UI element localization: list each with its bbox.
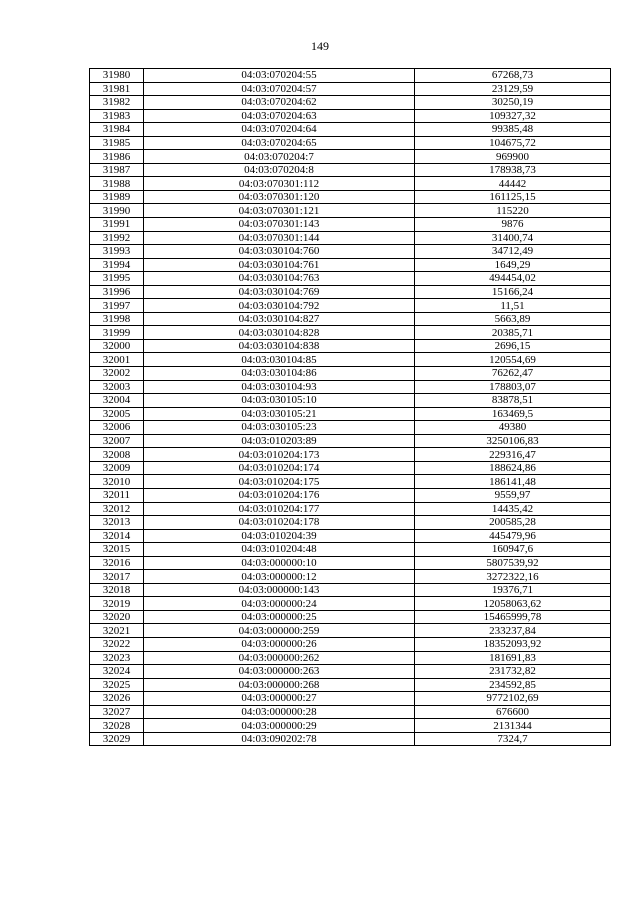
cadastral-number-cell: 04:03:000000:26 [144, 637, 415, 651]
row-number-cell: 31985 [90, 136, 144, 150]
row-number-cell: 31991 [90, 218, 144, 232]
table-row [90, 96, 611, 110]
cadastral-number-cell: 04:03:000000:268 [144, 678, 415, 692]
cadastral-number-cell: 04:03:000000:25 [144, 610, 415, 624]
value-cell: 494454,02 [415, 272, 611, 286]
value-cell: 14435,42 [415, 502, 611, 516]
cadastral-number-cell: 04:03:030105:21 [144, 407, 415, 421]
value-cell: 18352093,92 [415, 637, 611, 651]
value-cell: 445479,96 [415, 529, 611, 543]
cadastral-number-cell: 04:03:030104:838 [144, 339, 415, 353]
value-cell: 109327,32 [415, 109, 611, 123]
value-cell: 188624,86 [415, 461, 611, 475]
value-cell: 67268,73 [415, 69, 611, 83]
table-row [90, 218, 611, 232]
cadastral-number-cell: 04:03:000000:29 [144, 719, 415, 733]
cadastral-number-cell: 04:03:000000:262 [144, 651, 415, 665]
table-row [90, 637, 611, 651]
row-number-cell: 31998 [90, 312, 144, 326]
cadastral-number-cell: 04:03:010204:178 [144, 516, 415, 530]
table-row [90, 421, 611, 435]
value-cell: 5663,89 [415, 312, 611, 326]
table-row [90, 583, 611, 597]
cadastral-number-cell: 04:03:000000:12 [144, 570, 415, 584]
row-number-cell: 32015 [90, 543, 144, 557]
value-cell: 1649,29 [415, 258, 611, 272]
table-row [90, 312, 611, 326]
table-row [90, 597, 611, 611]
cadastral-number-cell: 04:03:000000:10 [144, 556, 415, 570]
registry-table [89, 68, 611, 746]
value-cell: 30250,19 [415, 96, 611, 110]
value-cell: 49380 [415, 421, 611, 435]
row-number-cell: 32005 [90, 407, 144, 421]
cadastral-number-cell: 04:03:000000:24 [144, 597, 415, 611]
table-row [90, 610, 611, 624]
table-row [90, 529, 611, 543]
cadastral-number-cell: 04:03:000000:28 [144, 705, 415, 719]
cadastral-number-cell: 04:03:070301:120 [144, 190, 415, 204]
cadastral-number-cell: 04:03:000000:259 [144, 624, 415, 638]
value-cell: 163469,5 [415, 407, 611, 421]
row-number-cell: 32009 [90, 461, 144, 475]
row-number-cell: 31995 [90, 272, 144, 286]
cadastral-number-cell: 04:03:010204:176 [144, 488, 415, 502]
value-cell: 9772102,69 [415, 692, 611, 706]
value-cell: 5807539,92 [415, 556, 611, 570]
value-cell: 9559,97 [415, 488, 611, 502]
value-cell: 23129,59 [415, 82, 611, 96]
row-number-cell: 32020 [90, 610, 144, 624]
value-cell: 2131344 [415, 719, 611, 733]
row-number-cell: 31988 [90, 177, 144, 191]
table-row [90, 461, 611, 475]
cadastral-number-cell: 04:03:070301:112 [144, 177, 415, 191]
value-cell: 115220 [415, 204, 611, 218]
value-cell: 99385,48 [415, 123, 611, 137]
value-cell: 12058063,62 [415, 597, 611, 611]
cadastral-number-cell: 04:03:010204:175 [144, 475, 415, 489]
cadastral-number-cell: 04:03:010204:174 [144, 461, 415, 475]
table-row [90, 367, 611, 381]
value-cell: 676600 [415, 705, 611, 719]
row-number-cell: 31993 [90, 245, 144, 259]
table-row [90, 543, 611, 557]
value-cell: 15166,24 [415, 285, 611, 299]
cadastral-number-cell: 04:03:030104:792 [144, 299, 415, 313]
table-row [90, 285, 611, 299]
cadastral-number-cell: 04:03:030104:86 [144, 367, 415, 381]
cadastral-number-cell: 04:03:010203:89 [144, 434, 415, 448]
table-row [90, 556, 611, 570]
value-cell: 231732,82 [415, 665, 611, 679]
table-row [90, 204, 611, 218]
cadastral-number-cell: 04:03:070204:7 [144, 150, 415, 164]
registry-table-body [90, 69, 611, 746]
value-cell: 181691,83 [415, 651, 611, 665]
value-cell: 186141,48 [415, 475, 611, 489]
table-row [90, 163, 611, 177]
cadastral-number-cell: 04:03:070204:63 [144, 109, 415, 123]
cadastral-number-cell: 04:03:070301:144 [144, 231, 415, 245]
row-number-cell: 32025 [90, 678, 144, 692]
row-number-cell: 32012 [90, 502, 144, 516]
row-number-cell: 32014 [90, 529, 144, 543]
table-row [90, 719, 611, 733]
table-row [90, 488, 611, 502]
cadastral-number-cell: 04:03:030105:23 [144, 421, 415, 435]
table-row [90, 136, 611, 150]
table-row [90, 705, 611, 719]
value-cell: 3272322,16 [415, 570, 611, 584]
cadastral-number-cell: 04:03:090202:78 [144, 732, 415, 746]
table-row [90, 299, 611, 313]
table-row [90, 326, 611, 340]
table-row [90, 258, 611, 272]
cadastral-number-cell: 04:03:070204:62 [144, 96, 415, 110]
value-cell: 160947,6 [415, 543, 611, 557]
value-cell: 161125,15 [415, 190, 611, 204]
table-row [90, 380, 611, 394]
table-row [90, 82, 611, 96]
value-cell: 178803,07 [415, 380, 611, 394]
table-row [90, 150, 611, 164]
row-number-cell: 32022 [90, 637, 144, 651]
page-number: 149 [311, 39, 329, 53]
cadastral-number-cell: 04:03:070204:55 [144, 69, 415, 83]
value-cell: 15465999,78 [415, 610, 611, 624]
row-number-cell: 32001 [90, 353, 144, 367]
value-cell: 234592,85 [415, 678, 611, 692]
row-number-cell: 32002 [90, 367, 144, 381]
row-number-cell: 32027 [90, 705, 144, 719]
value-cell: 31400,74 [415, 231, 611, 245]
table-row [90, 665, 611, 679]
value-cell: 2696,15 [415, 339, 611, 353]
table-row [90, 339, 611, 353]
row-number-cell: 32029 [90, 732, 144, 746]
cadastral-number-cell: 04:03:030104:827 [144, 312, 415, 326]
row-number-cell: 32010 [90, 475, 144, 489]
value-cell: 76262,47 [415, 367, 611, 381]
row-number-cell: 32006 [90, 421, 144, 435]
row-number-cell: 31981 [90, 82, 144, 96]
row-number-cell: 32024 [90, 665, 144, 679]
value-cell: 9876 [415, 218, 611, 232]
table-row [90, 434, 611, 448]
value-cell: 19376,71 [415, 583, 611, 597]
row-number-cell: 32013 [90, 516, 144, 530]
cadastral-number-cell: 04:03:000000:27 [144, 692, 415, 706]
row-number-cell: 31982 [90, 96, 144, 110]
row-number-cell: 32018 [90, 583, 144, 597]
table-row [90, 231, 611, 245]
cadastral-number-cell: 04:03:070301:121 [144, 204, 415, 218]
value-cell: 44442 [415, 177, 611, 191]
row-number-cell: 31996 [90, 285, 144, 299]
table-row [90, 624, 611, 638]
row-number-cell: 31994 [90, 258, 144, 272]
value-cell: 229316,47 [415, 448, 611, 462]
value-cell: 120554,69 [415, 353, 611, 367]
table-row [90, 394, 611, 408]
table-row [90, 732, 611, 746]
cadastral-number-cell: 04:03:010204:48 [144, 543, 415, 557]
cadastral-number-cell: 04:03:010204:173 [144, 448, 415, 462]
cadastral-number-cell: 04:03:030105:10 [144, 394, 415, 408]
cadastral-number-cell: 04:03:070204:64 [144, 123, 415, 137]
row-number-cell: 31997 [90, 299, 144, 313]
row-number-cell: 32011 [90, 488, 144, 502]
table-row [90, 123, 611, 137]
value-cell: 83878,51 [415, 394, 611, 408]
cadastral-number-cell: 04:03:030104:93 [144, 380, 415, 394]
table-row [90, 570, 611, 584]
row-number-cell: 32004 [90, 394, 144, 408]
table-row [90, 692, 611, 706]
cadastral-number-cell: 04:03:010204:39 [144, 529, 415, 543]
cadastral-number-cell: 04:03:070301:143 [144, 218, 415, 232]
value-cell: 34712,49 [415, 245, 611, 259]
cadastral-number-cell: 04:03:070204:57 [144, 82, 415, 96]
table-row [90, 190, 611, 204]
value-cell: 969900 [415, 150, 611, 164]
row-number-cell: 31989 [90, 190, 144, 204]
cadastral-number-cell: 04:03:070204:8 [144, 163, 415, 177]
row-number-cell: 32017 [90, 570, 144, 584]
cadastral-number-cell: 04:03:000000:143 [144, 583, 415, 597]
cadastral-number-cell: 04:03:070204:65 [144, 136, 415, 150]
row-number-cell: 32019 [90, 597, 144, 611]
cadastral-number-cell: 04:03:030104:760 [144, 245, 415, 259]
table-row [90, 448, 611, 462]
value-cell: 11,51 [415, 299, 611, 313]
cadastral-number-cell: 04:03:030104:828 [144, 326, 415, 340]
table-row [90, 245, 611, 259]
row-number-cell: 31990 [90, 204, 144, 218]
table-row [90, 109, 611, 123]
row-number-cell: 31984 [90, 123, 144, 137]
cadastral-number-cell: 04:03:000000:263 [144, 665, 415, 679]
value-cell: 178938,73 [415, 163, 611, 177]
table-row [90, 69, 611, 83]
table-row [90, 407, 611, 421]
row-number-cell: 32003 [90, 380, 144, 394]
row-number-cell: 32007 [90, 434, 144, 448]
row-number-cell: 32028 [90, 719, 144, 733]
cadastral-number-cell: 04:03:030104:761 [144, 258, 415, 272]
table-row [90, 678, 611, 692]
value-cell: 20385,71 [415, 326, 611, 340]
value-cell: 104675,72 [415, 136, 611, 150]
row-number-cell: 32008 [90, 448, 144, 462]
value-cell: 233237,84 [415, 624, 611, 638]
cadastral-number-cell: 04:03:010204:177 [144, 502, 415, 516]
row-number-cell: 31986 [90, 150, 144, 164]
row-number-cell: 31992 [90, 231, 144, 245]
cadastral-number-cell: 04:03:030104:769 [144, 285, 415, 299]
row-number-cell: 32016 [90, 556, 144, 570]
table-row [90, 475, 611, 489]
row-number-cell: 32026 [90, 692, 144, 706]
row-number-cell: 32000 [90, 339, 144, 353]
row-number-cell: 31987 [90, 163, 144, 177]
table-row [90, 502, 611, 516]
table-row [90, 353, 611, 367]
cadastral-number-cell: 04:03:030104:85 [144, 353, 415, 367]
value-cell: 200585,28 [415, 516, 611, 530]
value-cell: 7324,7 [415, 732, 611, 746]
row-number-cell: 31983 [90, 109, 144, 123]
row-number-cell: 31980 [90, 69, 144, 83]
table-row [90, 272, 611, 286]
row-number-cell: 32021 [90, 624, 144, 638]
table-row [90, 177, 611, 191]
row-number-cell: 31999 [90, 326, 144, 340]
value-cell: 3250106,83 [415, 434, 611, 448]
cadastral-number-cell: 04:03:030104:763 [144, 272, 415, 286]
table-row [90, 516, 611, 530]
table-row [90, 651, 611, 665]
row-number-cell: 32023 [90, 651, 144, 665]
